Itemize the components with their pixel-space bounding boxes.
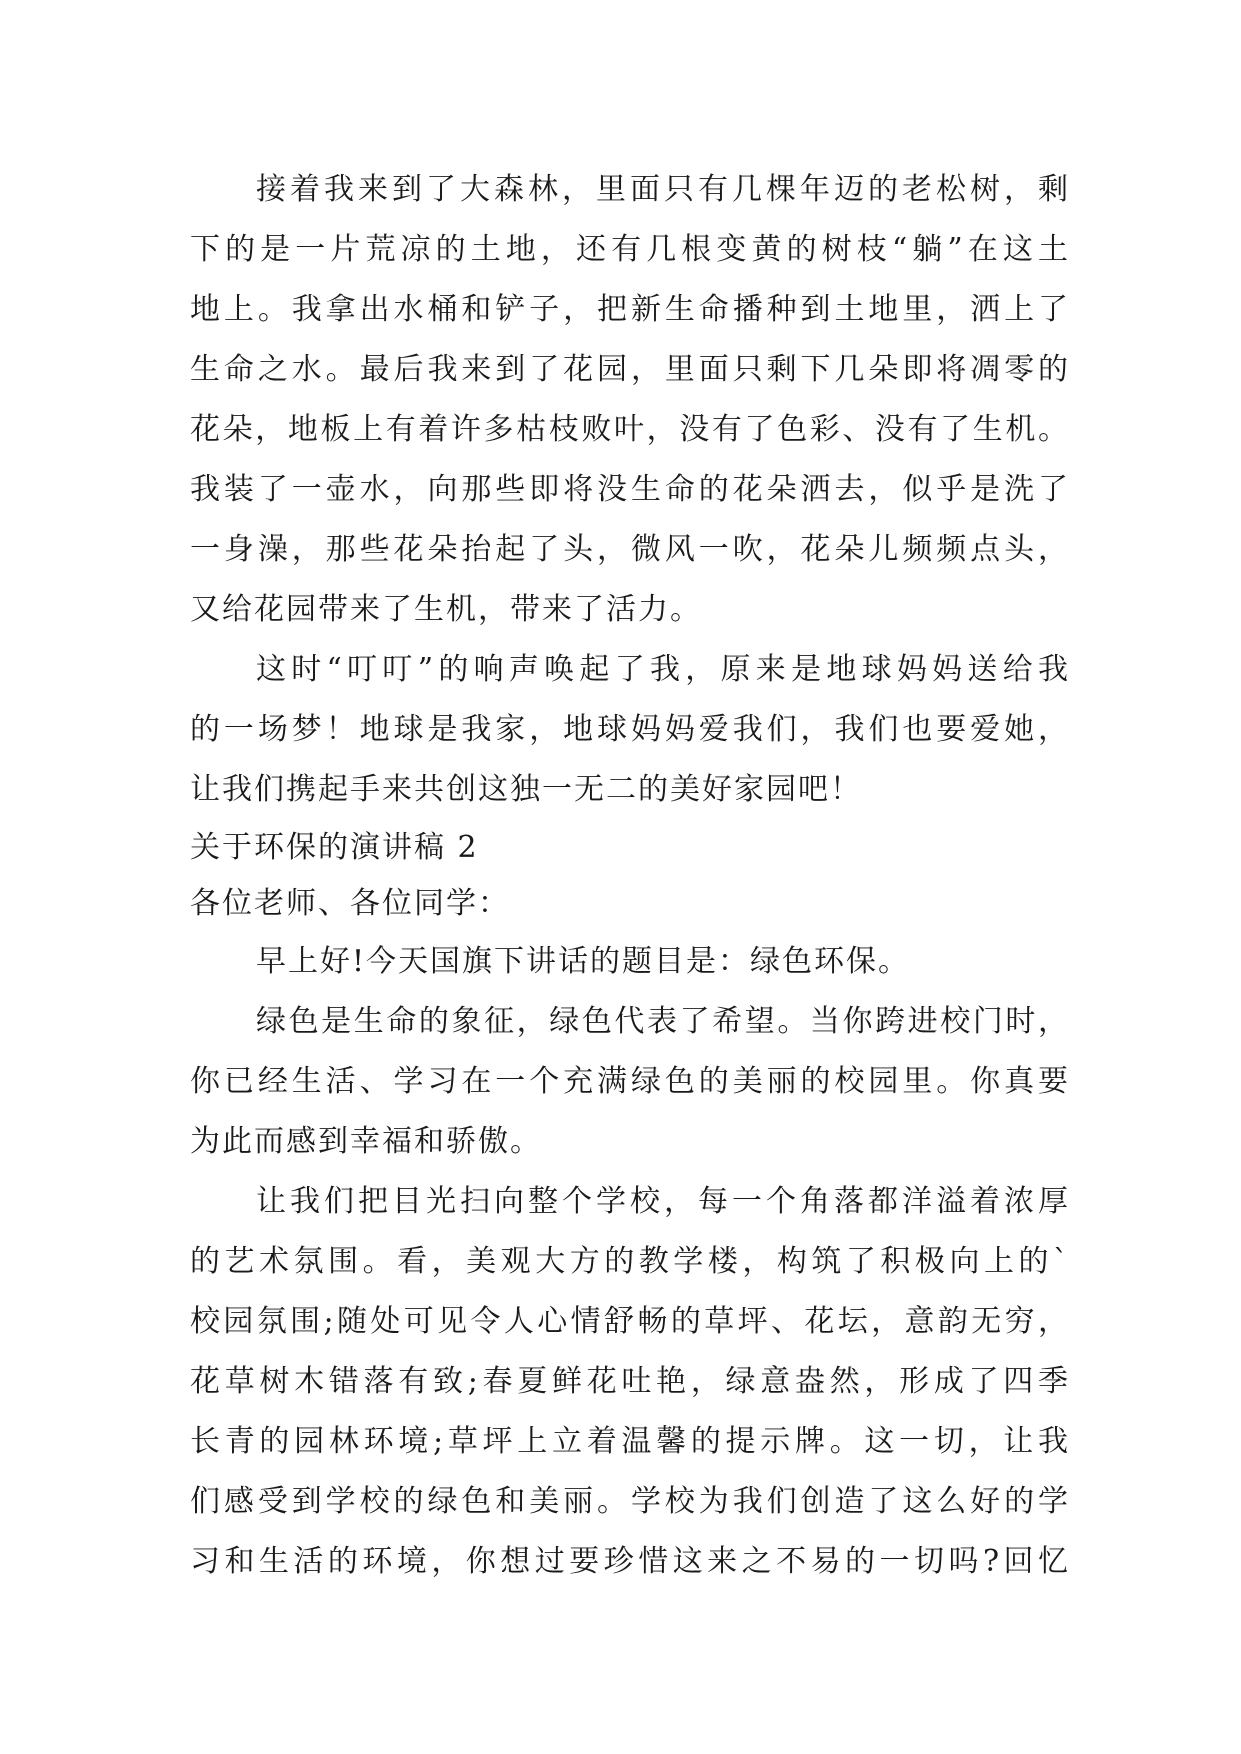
text-line: 让我们携起手来共创这独一无二的美好家园吧！: [190, 772, 862, 807]
text-line: 的艺术氛围。看，美观大方的教学楼，构筑了积极向上的`: [190, 1244, 1070, 1279]
text-line: 关于环保的演讲稿 2: [190, 830, 479, 865]
text-line: 一身澡，那些花朵抬起了头，微风一吹，花朵儿频频点头，: [190, 532, 1070, 567]
text-line: 我装了一壶水，向那些即将没生命的花朵洒去，似乎是洗了: [190, 472, 1070, 507]
text-line: 地上。我拿出水桶和铲子，把新生命播种到土地里，洒上了: [190, 292, 1070, 327]
text-line: 绿色是生命的象征，绿色代表了希望。当你跨进校门时，: [256, 1004, 1070, 1039]
text-line: 花朵，地板上有着许多枯枝败叶，没有了色彩、没有了生机。: [190, 412, 1070, 447]
text-line: 长青的园林环境;草坪上立着温馨的提示牌。这一切，让我: [190, 1424, 1070, 1459]
text-line: 下的是一片荒凉的土地，还有几根变黄的树枝“躺”在这土: [190, 232, 1070, 267]
text-line: 早上好!今天国旗下讲话的题目是：绿色环保。: [256, 944, 911, 979]
text-line: 接着我来到了大森林，里面只有几棵年迈的老松树，剩: [256, 172, 1070, 207]
text-line: 各位老师、各位同学：: [190, 886, 510, 921]
text-line: 习和生活的环境，你想过要珍惜这来之不易的一切吗?回忆: [190, 1544, 1070, 1579]
text-line: 为此而感到幸福和骄傲。: [190, 1124, 542, 1159]
text-line: 这时“叮叮”的响声唤起了我，原来是地球妈妈送给我: [256, 652, 1070, 687]
text-line: 花草树木错落有致;春夏鲜花吐艳，绿意盎然，形成了四季: [190, 1364, 1070, 1399]
text-line: 们感受到学校的绿色和美丽。学校为我们创造了这么好的学: [190, 1484, 1070, 1519]
document-body: [190, 160, 1070, 1592]
text-line: 的一场梦！地球是我家，地球妈妈爱我们，我们也要爱她，: [190, 712, 1070, 747]
text-line: 让我们把目光扫向整个学校，每一个角落都洋溢着浓厚: [256, 1184, 1070, 1219]
text-line: 你已经生活、学习在一个充满绿色的美丽的校园里。你真要: [190, 1064, 1070, 1099]
text-line: 校园氛围;随处可见令人心情舒畅的草坪、花坛，意韵无穷，: [190, 1304, 1070, 1339]
text-line: 生命之水。最后我来到了花园，里面只剩下几朵即将凋零的: [190, 352, 1070, 387]
text-line: 又给花园带来了生机，带来了活力。: [190, 592, 702, 627]
